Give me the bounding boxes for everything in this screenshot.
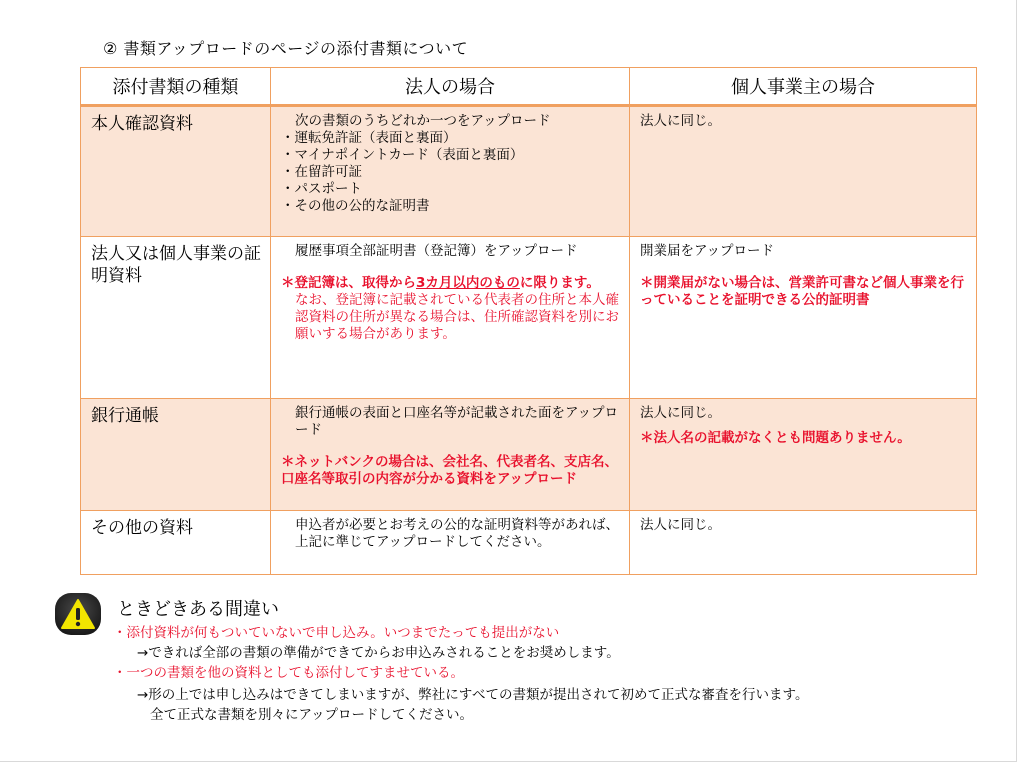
warning-item-2-advice-2: 全て正式な書類を別々にアップロードしてください。 <box>150 707 474 723</box>
cell-line: ・在留許可証 <box>281 164 362 180</box>
row-type: その他の資料 <box>81 511 271 575</box>
header-sole: 個人事業主の場合 <box>630 68 977 106</box>
row-corp <box>271 237 630 399</box>
warning-item-1: ・添付資料が何もついていないで申し込み。いつまでたっても提出がない <box>113 625 560 641</box>
header-type: 添付書類の種類 <box>81 68 271 106</box>
warning-title: ときどきある間違い <box>117 599 279 620</box>
row-type: 銀行通帳 <box>81 399 271 511</box>
cell-main: 開業届をアップロード <box>640 243 775 259</box>
warning-item-1-advice: →できれば全部の書類の準備ができてからお申込みされることをお奨めします。 <box>137 645 620 661</box>
page-title: ② 書類アップロードのページの添付書類について <box>103 39 469 58</box>
cell-main: 法人に同じ。 <box>640 405 721 421</box>
cell-main: 法人に同じ。 <box>640 517 721 533</box>
table-row <box>81 106 977 237</box>
cell-note-2: なお、登記簿に記載されている代表者の住所と本人確認資料の住所が異なる場合は、住所確認資料を別にお願いする場合があります。 <box>295 292 619 342</box>
warning-icon <box>52 590 104 638</box>
row-sole <box>630 237 977 399</box>
cell-line: ・パスポート <box>281 181 362 197</box>
cell-main: 申込者が必要とお考えの公的な証明資料等があれば、上記に準じてアップロードしてください。 <box>295 517 619 550</box>
row-corp <box>271 511 630 575</box>
table-row <box>81 511 977 575</box>
cell-note: ＊登記簿は、取得から3カ月以内のものに限ります。 <box>281 275 600 291</box>
warning-item-2: ・一つの書類を他の資料としても添付してすませている。 <box>113 665 464 681</box>
row-sole <box>630 399 977 511</box>
cell-note: ＊開業届がない場合は、営業許可書など個人事業を行っていることを証明できる公的証明書 <box>640 275 964 308</box>
row-sole <box>630 106 977 237</box>
cell-line: ・その他の公的な証明書 <box>281 198 430 214</box>
row-corp <box>271 399 630 511</box>
header-corp: 法人の場合 <box>271 68 630 106</box>
cell-note: ＊ネットバンクの場合は、会社名、代表者名、支店名、口座名等取引の内容が分かる資料をアップロード <box>281 454 618 487</box>
attachments-table <box>80 67 977 575</box>
cell-line: 法人に同じ。 <box>640 113 721 129</box>
table-row <box>81 237 977 399</box>
table-header-row <box>81 68 977 106</box>
row-type: 本人確認資料 <box>81 106 271 237</box>
row-type: 法人又は個人事業の証明資料 <box>81 237 271 399</box>
row-sole <box>630 511 977 575</box>
cell-line: ・運転免許証（表面と裏面） <box>281 130 457 146</box>
cell-note: ＊法人名の記載がなくとも問題ありません。 <box>640 430 911 446</box>
cell-main: 銀行通帳の表面と口座名等が記載された面をアップロード <box>295 405 619 438</box>
cell-line: ・マイナポイントカード（表面と裏面） <box>281 147 524 163</box>
row-corp <box>271 106 630 237</box>
table-row <box>81 399 977 511</box>
cell-line: 次の書類のうちどれか一つをアップロード <box>295 113 551 129</box>
warning-item-2-advice: →形の上では申し込みはできてしまいますが、弊社にすべての書類が提出されて初めて正式な審査を行います。 <box>137 687 809 703</box>
cell-main: 履歴事項全部証明書（登記簿）をアップロード <box>295 243 578 259</box>
